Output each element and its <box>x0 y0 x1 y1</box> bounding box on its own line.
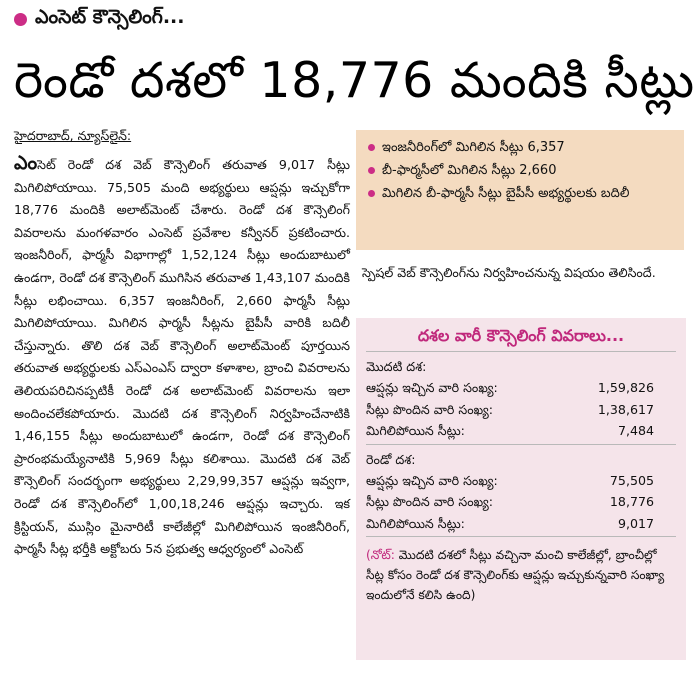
kicker <box>14 6 184 32</box>
stat-value: 1,38,617 <box>597 401 654 417</box>
kicker-text: ఎంసెట్ కౌన్సెలింగ్... <box>35 5 185 28</box>
article-body <box>14 152 350 561</box>
note-tag: (నోట్: <box>366 548 395 562</box>
divider <box>366 351 676 352</box>
stat-value: 9,017 <box>617 515 654 531</box>
phase1-label: మొదటి దశ: <box>366 359 427 374</box>
details-note <box>366 545 676 605</box>
details-title: దశల వారీ కౌన్సెలింగ్ వివరాలు... <box>417 326 625 345</box>
stat-value: 75,505 <box>609 472 654 488</box>
stat-row <box>366 491 676 513</box>
highlight-item: ఇంజనీరింగ్‌లో మిగిలిన సీట్లు 6,357 <box>368 136 676 159</box>
bullet-dot-icon <box>14 13 27 26</box>
stat-row <box>366 420 676 442</box>
phase2-label: రెండో దశ: <box>366 451 416 467</box>
stat-label: సీట్లు పొందిన వారి సంఖ్య: <box>366 401 494 417</box>
article-continuation: స్పెషల్ వెబ్ కౌన్సెలింగ్‌ను నిర్వహించనున్న విషయం తెలిసిందే. <box>362 265 656 280</box>
stat-row <box>366 513 676 535</box>
stat-row <box>366 377 676 399</box>
stat-value: 1,59,826 <box>597 380 654 395</box>
stat-row <box>366 399 676 421</box>
article-text: సెట్ రెండో దశ వెబ్ కౌన్సెలింగ్ తరువాత 9,017 సీట్లు మిగిలిపోయాయి. 75,505 మంది అభ్యర్థులు ఆప్షన్లు ఇచ్చుకోగా 18,776 మందికి అలాట్‌మెంట్ చేశారు. రెండో దశ కౌన్సెలింగ్ వివరాలను మంగళవారం ఎంసెట్ ప్రవేశాల కన్వీనర్ ప్రకటించారు. ఇంజనీరింగ్, ఫార్మసీ విభాగాల్లో 1,52,124 సీట్లు అందుబాటులో ఉండగా, రెండో దశ కౌన్సెలింగ్ ముగిసిన తరువాత 1,43,107 మందికి సీట్లు లభించాయి. 6,357 ఇంజనీరింగ్, 2,660 ఫార్మసీ సీట్లు మిగిలిపోయాయి. మిగిలిన ఫార్మసీ సీట్లను బైపీసీ వారికి బదిలీ చేస్తున్నారు. తొలి దశ వెబ్ కౌన్సెలింగ్ అలాట్‌మెంట్ పూర్తయిన తరువాత అభ్యర్థులకు ఎస్ఎంఎస్ ద్వారా కళాశాల, బ్రాంచి వివరాలను తెలియపరిచినప్పటికీ రెండో దశ అలాట్‌మెంట్ వివరాలను ఇలా అందించలేకపోయారు. మొదటి దశ కౌన్సెలింగ్ నిర్వహించేనాటికి 1,46,155 సీట్లు అందుబాటులో ఉండగా, రెండో దశ కౌన్సెలింగ్ ప్రారంభమయ్యేనాటికి 5,969 సీట్లు కలిశాయి. మొదటి దశ వెబ్ కౌన్సెలింగ్ సందర్భంగా అభ్యర్థులు 2,29,99,357 ఆప్షన్లు ఇవ్వగా, రెండో దశ కౌన్సెలింగ్‌లో 1,00,18,246 ఆప్షన్లు ఇచ్చారు. ఇక క్రిస్టియన్, ముస్లిం మైనారిటీ కాలేజీల్లో మిగిలిపోయిన ఇంజినీరింగ్, ఫార్మసీ సీట్ల భర్తీకి అక్టోబరు 5న ప్రభుత్వ ఆధ్వర్యంలో ఎంసెట్ <box>14 157 350 557</box>
headline: రెండో దశలో 18,776 మందికి సీట్లు <box>14 52 695 109</box>
drop-cap: ఎం <box>14 152 38 174</box>
divider <box>366 444 676 445</box>
stat-value: 7,484 <box>617 423 654 438</box>
highlight-item: మిగిలిన బీ-ఫార్మసీ సీట్లు బైపీసీ అభ్యర్థులకు బదిలీ <box>368 182 676 205</box>
stat-label: ఆప్షన్లు ఇచ్చిన వారి సంఖ్య: <box>366 380 498 395</box>
stat-label: మిగిలిపోయిన సీట్లు: <box>366 423 465 438</box>
stat-row <box>366 470 676 492</box>
highlight-item: బీ-ఫార్మసీలో మిగిలిన సీట్లు 2,660 <box>368 159 676 182</box>
highlights-box <box>356 130 684 250</box>
stat-label: సీట్లు పొందిన వారి సంఖ్య: <box>366 494 494 509</box>
note-text: మొదటి దశలో సీట్లు వచ్చినా మంచి కాలేజీల్లో, బ్రాంచీల్లో సీట్ల కోసం రెండో దశ కౌన్సెలింగ్‌కు ఆప్షన్లు ఇచ్చుకున్నవారి సంఖ్యా ఇందులోనే కలిసి ఉంది) <box>366 548 665 602</box>
divider <box>366 536 676 537</box>
details-box <box>356 318 686 660</box>
stat-value: 18,776 <box>609 494 654 509</box>
dateline: హైదరాబాద్, న్యూస్‌లైన్: <box>14 128 132 143</box>
stat-label: ఆప్షన్లు ఇచ్చిన వారి సంఖ్య: <box>366 472 498 488</box>
stat-label: మిగిలిపోయిన సీట్లు: <box>366 515 465 531</box>
